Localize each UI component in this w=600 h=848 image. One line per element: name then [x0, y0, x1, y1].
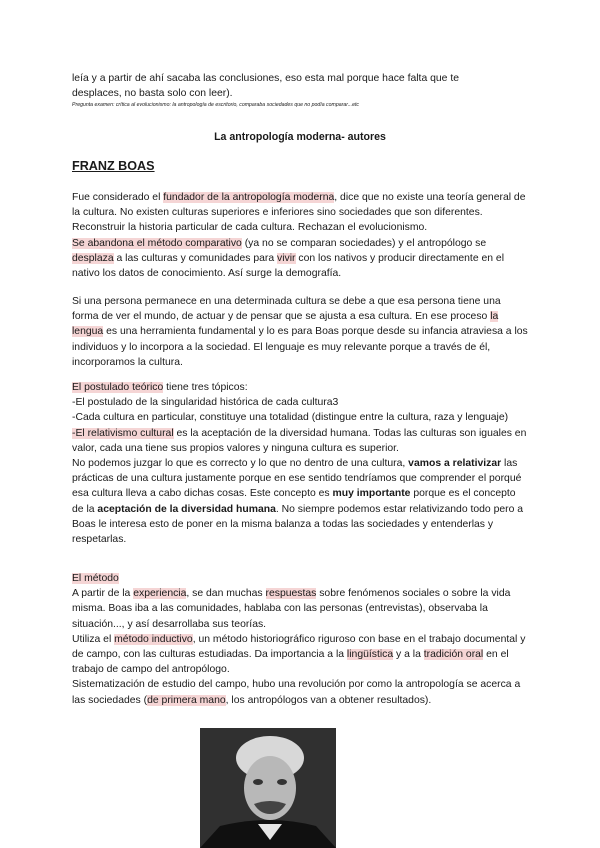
portrait-photo	[200, 728, 336, 848]
highlight: de primera mano	[147, 694, 226, 706]
highlight: la lengua	[72, 311, 499, 338]
portrait-image	[200, 728, 336, 848]
paragraph-postulate: El postulado teórico tiene tres tópicos: -El postulado de la singularidad histórica de cada cultura3 -Cada cultura en particular, constituye una totalidad (distingue entre la cultura, raza y lenguaje) -El relativismo cultural es la aceptación de la diversidad humana. Todas las culturas son iguales en valor, cada una tiene sus propios valores y ninguna cultura es superior. No podemos juzgar lo que es correcto y lo que no dentro de una cultura, vamos a relativizar las prácticas de una cultura justamente porque en ese sentido tendríamos que comprender el porqué esa cultura lleva a cabo dichas cosas. Este concepto es muy importante porque es el concepto de la aceptación de la diversidad humana. No siempre podemos estar relativizando todo pero a Boas le interesa esto de poner en la misma balanza a todas las sociedades y entenderlas y respetarlas.	[72, 382, 527, 546]
highlight: El método	[72, 573, 119, 584]
exam-note: Pregunta examen: crítica al evolucionismo: la antropología de escritorio, comparaba sociedades que no podía comparar...etc	[72, 102, 360, 109]
highlight: Se abandona el método comparativo	[72, 237, 242, 249]
highlight: -El relativismo cultural	[72, 427, 174, 439]
author-heading: FRANZ BOAS	[72, 159, 155, 173]
paragraph-founder: Fue considerado el fundador de la antropología moderna, dice que no existe una teoría general de la cultura. No existen culturas superiores e inferiores sino sociedades que son diferentes. Reconstruir la historia particular de cada cultura. Rechazan el evolucionismo. Se abandona el método comparativo (ya no se comparan sociedades) y el antropólogo se desplaza a las culturas y comunidades para vivir con los nativos y producir directamente en el nativo los datos de conocimiento. Así surge la demografía.	[72, 192, 526, 280]
highlight: método inductivo	[114, 633, 193, 645]
intro-text	[72, 71, 528, 109]
highlight: vivir	[277, 252, 296, 264]
highlight: El postulado teórico	[72, 382, 164, 393]
intro-line-2: desplaces, no basta solo con leer).	[72, 88, 233, 100]
topic-2: -Cada cultura en particular, constituye una totalidad (distingue entre la cultura, raza y lenguaje)	[72, 412, 509, 424]
highlight: desplaza	[72, 252, 114, 264]
section-title: La antropología moderna- autores	[214, 131, 386, 143]
highlight: tradición oral	[423, 649, 484, 661]
paragraph-language: Si una persona permanece en una determinada cultura se debe a que esa persona tiene una forma de ver el mundo, de actuar y de pensar que se ajusta a esa cultura. En ese proceso la lengua es una herramienta fundamental y lo es para Boas porque desde su infancia atraviesa a los individuos y lo incorpora a la sociedad. El lenguaje es muy relevante porque a través de él, incorporamos la cultura.	[72, 296, 528, 368]
topic-1: -El postulado de la singularidad histórica de cada cultura3	[72, 397, 339, 409]
paragraph-method: El método A partir de la experiencia, se dan muchas respuestas sobre fenómenos sociales o sobre la vida misma. Boas iba a las comunidades, hablaba con las personas (entrevistas), observaba la situación..., y así desarrollaba sus teorías. Utiliza el método inductivo, un método historiográfico riguroso con base en el trabajo documental y de campo, con las culturas estudiadas. Da importancia a la lingüística y a la tradición oral en el trabajo de campo del antropólogo. Sistematización de estudio del campo, hubo una revolución por como la antropología se acerca a las sociedades (de primera mano, los antropólogos van a obtener resultados).	[72, 573, 526, 706]
highlight: fundador de la antropología moderna	[163, 192, 335, 203]
intro-line-1: leía y a partir de ahí sacaba las conclusiones, eso esta mal porque hace falta que te	[72, 73, 460, 84]
highlight: respuestas	[265, 588, 317, 600]
highlight: lingüística	[346, 649, 394, 661]
highlight: experiencia	[133, 588, 187, 600]
